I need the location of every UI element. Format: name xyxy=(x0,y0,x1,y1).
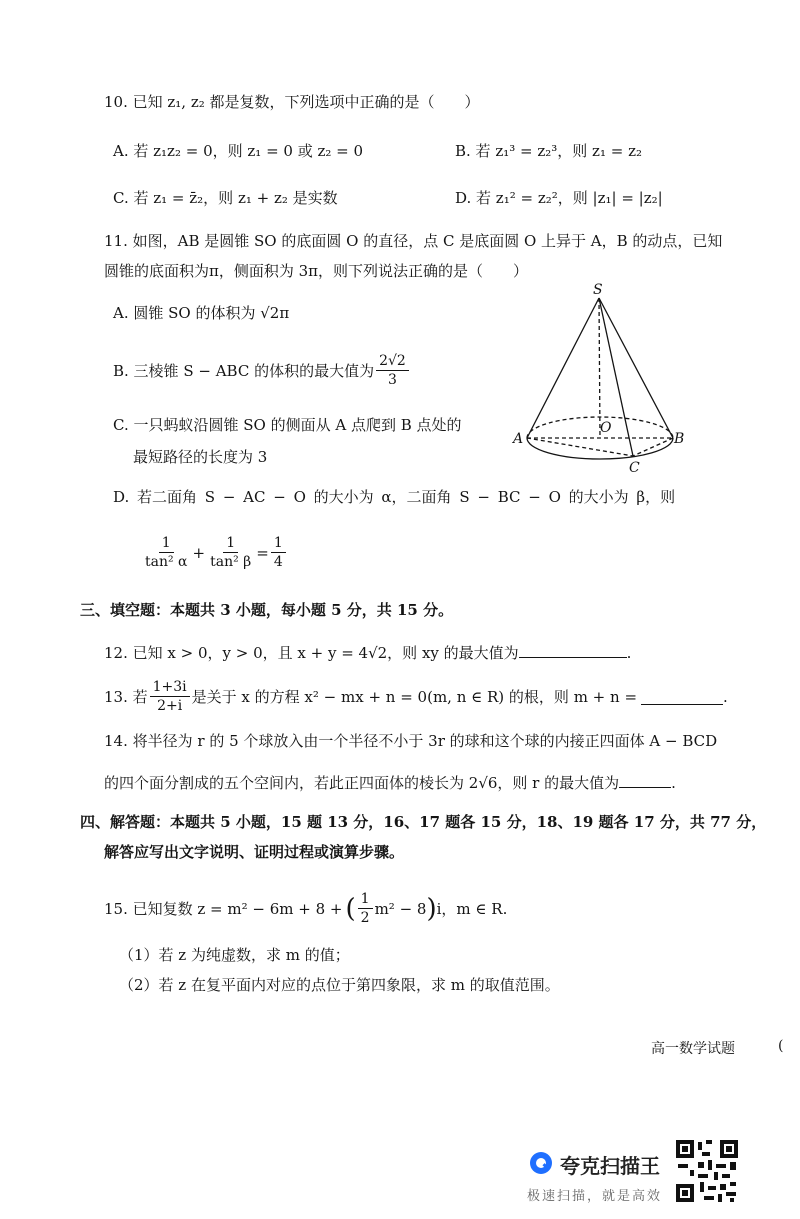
cone-edge-sa xyxy=(527,298,599,438)
q11-option-a: A. 圆锥 SO 的体积为 √2π xyxy=(113,304,290,322)
label-o: O xyxy=(600,420,612,436)
q14-answer-blank xyxy=(619,771,671,788)
q11-d-f1-num: 1 xyxy=(159,534,174,553)
q10-option-d: D. 若 z₁² = z₂²，则 |z₁| = |z₂| xyxy=(455,189,663,207)
q11-option-d-line1: D. 若二面角 S − AC − O 的大小为 α，二面角 S − BC − O 的大小为 β，则 xyxy=(113,488,676,506)
q15-stem xyxy=(104,890,507,927)
q11-stem-line1: 11. 如图，AB 是圆锥 SO 的底面圆 O 的直径，点 C 是底面圆 O 上异于 A，B 的动点，已知 xyxy=(104,232,723,250)
qr-code-icon xyxy=(676,1140,738,1202)
q11-option-b-text: B. 三棱锥 S − ABC 的体积的最大值为 xyxy=(113,361,375,380)
q15-prefix: 15. 已知复数 z = m² − 6m + 8 + xyxy=(104,899,343,918)
q15-part1: （1）若 z 为纯虚数，求 m 的值； xyxy=(119,946,350,964)
cone-figure xyxy=(505,282,695,482)
q11-d-plus: + xyxy=(192,543,206,562)
q11-d-equals: = xyxy=(256,543,269,562)
cone-chord-ac xyxy=(527,438,633,456)
q13: 13. 若 $\frac{1+3i}{2+i}$ 是关于 x 的方程 x² − mx + n = 0(m, n ∈ R) 的根，则 m + n = . xyxy=(104,679,728,714)
section-4-heading-line2: 解答应写出文字说明、证明过程或演算步骤。 xyxy=(104,843,405,861)
q15-paren-open: ( xyxy=(345,893,356,924)
label-a: A xyxy=(513,431,524,447)
q11-d-f2-den: tan² β xyxy=(210,554,252,570)
q10-option-c: C. 若 z₁ = z̄₂，则 z₁ + z₂ 是实数 xyxy=(113,189,338,207)
q11-d-f3-num: 1 xyxy=(271,534,286,553)
q11-d-f3-den: 4 xyxy=(273,554,283,570)
q15-fraction xyxy=(358,890,373,927)
q15-paren-close: ) xyxy=(426,893,437,924)
q15-num: 1 xyxy=(358,890,373,909)
cone-edge-sb xyxy=(599,298,673,438)
q14-line2-text: 的四个面分割成的五个空间内，若此正四面体的棱长为 2√6，则 r 的最大值为 xyxy=(104,774,620,792)
q11-stem-line2: 圆锥的底面积为π，侧面积为 3π，则下列说法正确的是（ ） xyxy=(104,262,529,280)
q10-option-b: B. 若 z₁³ = z₂³，则 z₁ = z₂ xyxy=(455,142,642,160)
q12: 12. 已知 x > 0，y > 0，且 x + y = 4√2，则 xy 的最大值为 . xyxy=(104,641,631,663)
q14-line1: 14. 将半径为 r 的 5 个球放入由一个半径不小于 3r 的球和这个球的内接正四面体 A − BCD xyxy=(104,732,718,750)
q11-option-b-fraction xyxy=(376,352,409,389)
q13-answer-blank xyxy=(641,688,723,705)
q13-fraction xyxy=(150,678,190,715)
q15-part2: （2）若 z 在复平面内对应的点位于第四象限，求 m 的取值范围。 xyxy=(119,976,560,994)
q11-d-fraction-1 xyxy=(142,534,191,571)
q11-option-c-line2: 最短路径的长度为 3 xyxy=(133,448,268,466)
q11-option-b xyxy=(113,352,411,389)
q12-text: 12. 已知 x > 0，y > 0，且 x + y = 4√2，则 xy 的最大值为 xyxy=(104,644,519,662)
scanner-logo-icon xyxy=(528,1150,554,1176)
q10-stem: 10. 已知 z₁, z₂ 都是复数，下列选项中正确的是（ ） xyxy=(104,93,480,111)
section-4-heading-line1: 四、解答题：本题共 5 小题，15 题 13 分，16、17 题各 15 分，18、19 题各 17 分，共 77 分， xyxy=(80,813,767,831)
q10-option-a: A. 若 z₁z₂ = 0，则 z₁ = 0 或 z₂ = 0 xyxy=(113,142,364,160)
q11-b-numerator: 2√2 xyxy=(376,352,409,371)
q15-inner: m² − 8 xyxy=(374,899,427,918)
q12-answer-blank xyxy=(519,641,627,658)
q11-option-d-formula xyxy=(140,534,288,571)
q15-suffix: i，m ∈ R. xyxy=(436,899,508,918)
scanner-slogan: 极速扫描，就是高效 xyxy=(527,1189,663,1204)
section-3-heading: 三、填空题：本题共 3 小题，每小题 5 分，共 15 分。 xyxy=(80,601,454,619)
q13-suffix: 是关于 x 的方程 x² − mx + n = 0(m, n ∈ R) 的根，则 m + n = xyxy=(191,687,638,706)
q11-d-fraction-3 xyxy=(271,534,286,571)
q11-d-fraction-2 xyxy=(207,534,254,571)
label-b: B xyxy=(674,431,685,447)
q11-option-c-line1: C. 一只蚂蚁沿圆锥 SO 的侧面从 A 点爬到 B 点处的 xyxy=(113,416,462,434)
q15-den: 2 xyxy=(360,910,370,926)
footer-page-edge: ( xyxy=(778,1038,784,1054)
q11-d-f1-den: tan² α xyxy=(145,554,188,570)
q14-line2: 的四个面分割成的五个空间内，若此正四面体的棱长为 2√6，则 r 的最大值为 . xyxy=(104,771,676,793)
q13-num: 1+3i xyxy=(150,678,190,697)
label-c: C xyxy=(629,460,640,476)
scanner-brand-name: 夸克扫描王 xyxy=(560,1154,660,1178)
q13-prefix: 13. 若 xyxy=(104,687,148,706)
footer-exam-title: 高一数学试题 xyxy=(651,1041,735,1057)
q11-d-f2-num: 1 xyxy=(223,534,238,553)
label-s: S xyxy=(593,282,603,298)
q13-den: 2+i xyxy=(157,698,183,714)
q11-b-denominator: 3 xyxy=(388,372,397,388)
